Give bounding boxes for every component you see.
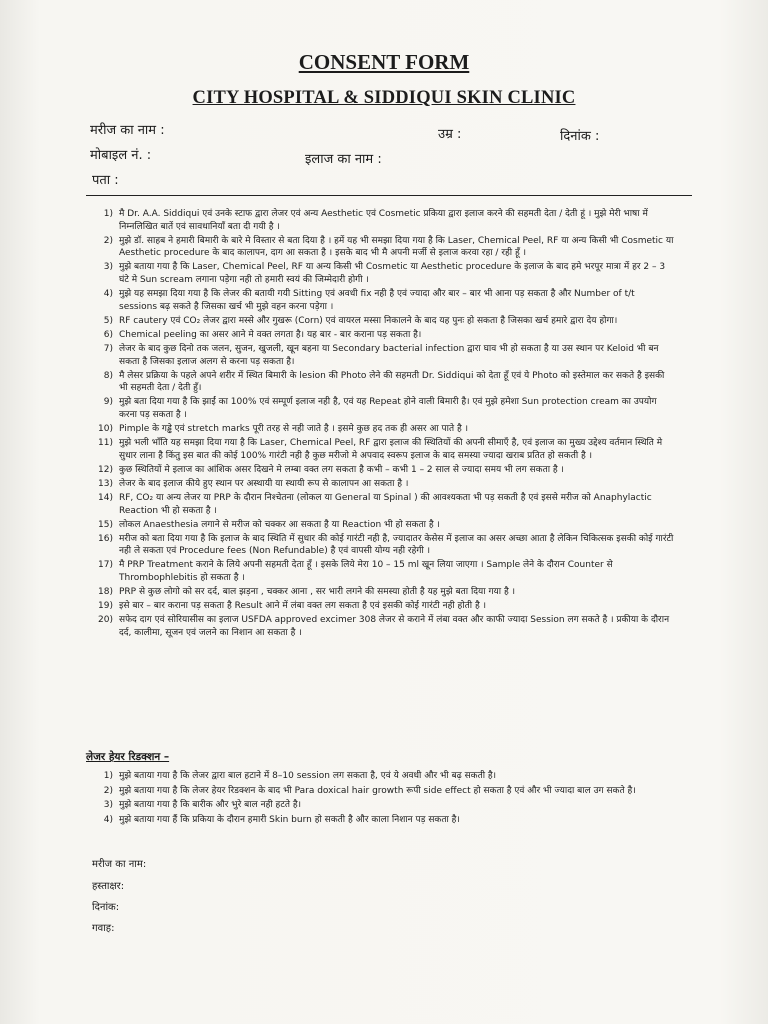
consent-item [95, 519, 675, 532]
consent-item-text: मै PRP Treatment कराने के लिये अपनी सहमती देता हूँ । इसके लिये मेरा 10 – 15 ml खून लिया जाएगा । Sample लेने के दौरान Counter से Thrombophlebitis हो सकता है । [119, 560, 613, 584]
consent-item-text: मुझे डॉ. साहब ने हमारी बिमारी के बारे मे विस्तार से बता दिया है । हमें यह भी समझा दिया गया है कि Laser, Chemical Peel, RF या अन्य किसी भी Cosmetic या Aesthetic procedure के बाद कालापन, दाग आ सकता है । इसके बाद भी मै अपनी मर्जी से इलाज करवा रहा / रही हूँ । [119, 235, 674, 259]
consent-item [95, 478, 675, 491]
consent-item [95, 343, 675, 368]
consent-item [95, 208, 675, 233]
consent-item-text: मरीज को बता दिया गया है कि इलाज के बाद स्थिति में सुधार की कोई गारंटी नही है, ज्यादातर केसेस में इलाज का असर अच्छा आता है लेकिन चिकित्सक इसकी कोई गारंटी नही ले सकता एवं Procedure fees (Non Refundable) है एवं वापसी योग्य नही रहेगी । [119, 533, 674, 557]
consent-item-text: PRP से कुछ लोगो को सर दर्द, बाल झड़ना , चक्कर आना , सर भारी लगने की समस्या होती है यह मुझे बता दिया गया है । [119, 587, 515, 598]
consent-item-text: मुझे यह समझा दिया गया है कि लेजर की बतायी गयी Sitting एवं अवधी fix नही है एवं ज्यादा और बार – बार भी आना पड़ सकता है और Number of t/t sessions बढ़ सकते है जिसका खर्च भी मुझे वहन करना पड़ेगा । [119, 289, 635, 312]
consent-item-number: 8) [103, 370, 113, 381]
consent-item-text: मुझे बताया गया है कि Laser, Chemical Peel, RF या अन्य किसी भी Cosmetic या Aesthetic procedure के इलाज के बाद हमे भरपूर मात्रा में हर 2 – 3 घंटे मे Sun scream लगाना पड़ेगा नही तो हमारी स्वयं की जिम्मेदारी होगी । [119, 262, 666, 285]
consent-item [95, 315, 675, 328]
consent-item [95, 533, 675, 558]
consent-item-text: लेजर के बाद इलाज कीये हुए स्थान पर अस्थायी या स्थायी रूप से कालापन आ सकता है । [119, 478, 409, 489]
laser-item [95, 770, 655, 783]
consent-item-number: 3) [103, 262, 113, 273]
consent-item [95, 329, 675, 342]
laser-item-text: मुझे बताया गया है कि बारीक और भुरे बाल नही हटते है। [119, 800, 302, 811]
consent-item-text: कुछ स्थितियों मे इलाज का आंशिक असर दिखने मे लम्बा वक्त लग सकता है कभी – कभी 1 – 2 साल से ज्यादा समय भी लग सकता है । [119, 464, 564, 475]
consent-item-number: 7) [103, 343, 113, 354]
consent-item-number: 14) [98, 492, 113, 503]
consent-item-number: 9) [103, 397, 113, 408]
mobile-field: मोबाइल नं. : [90, 148, 152, 163]
laser-item [95, 799, 655, 812]
consent-item-number: 12) [98, 464, 113, 475]
signature-witness: गवाह: [92, 923, 115, 934]
laser-items-list [95, 770, 655, 828]
consent-item [95, 586, 675, 599]
laser-item-number: 3) [103, 800, 113, 811]
patient-name-field: मरीज का नाम : [90, 123, 165, 138]
consent-items-list [95, 208, 675, 641]
consent-item-text: मुझे बता दिया गया है कि झाईं का 100% एवं सम्पूर्ण इलाज नही है, एवं यह Repeat होने वाली बिमारी है। एवं मुझे हमेशा Sun protection cream का उपयोग करना पड़ सकता है । [119, 397, 657, 420]
consent-item-number: 11) [98, 438, 113, 449]
laser-item-number: 1) [103, 771, 113, 781]
consent-item-number: 5) [103, 315, 113, 326]
consent-item-text: RF cautery एवं CO₂ लेजर द्वारा मस्से और गुखरू (Corn) एवं वायरल मस्सा निकालने के बाद यह पुनः हो सकता है जिसका खर्च हमारे द्वारा देय होगा। [119, 315, 618, 326]
consent-item [95, 464, 675, 477]
consent-item-number: 2) [103, 235, 113, 246]
age-field: उम्र : [438, 127, 462, 142]
consent-item [95, 600, 675, 613]
laser-item [95, 814, 655, 827]
header-divider [86, 195, 692, 196]
consent-item-number: 17) [98, 560, 113, 571]
form-title: CONSENT FORM [298, 50, 470, 74]
consent-item-number: 13) [98, 478, 113, 489]
laser-item [95, 785, 655, 798]
consent-item [95, 559, 675, 584]
consent-item-number: 15) [98, 519, 113, 530]
consent-item-text: लोकल Anaesthesia लगाने से मरीज को चक्कर आ सकता है या Reaction भी हो सकता है । [119, 519, 440, 530]
consent-item [95, 370, 675, 395]
consent-item-number: 6) [103, 329, 113, 340]
consent-item-text: Pimple के गड्ढे एवं stretch marks पूरी तरह से नही जाते है । इसमे कुछ हद तक ही असर आ पाते है । [119, 424, 468, 434]
laser-item-text: मुझे बताया गया है कि लेजर हेयर रिडक्शन के बाद भी Para doxical hair growth रूपी side effect हो सकता है एवं और भी ज्यादा बाल उग सकते है। [119, 785, 636, 796]
laser-hair-reduction-heading: लेजर हेयर रिडक्शन – [86, 751, 170, 763]
signature-date: दिनांक: [92, 902, 120, 913]
consent-item-text: लेजर के बाद कुछ दिनो तक जलन, सुजन, खुजली, खून बहना या Secondary bacterial infection द्वारा घाव भी हो सकता है या उस स्थान पर Keloid भी बन सकता है जिसका इलाज अलग से करना पड़ सकता है। [119, 343, 659, 367]
consent-item-text: मै Dr. A.A. Siddiqui एवं उनके स्टाफ द्वारा लेजर एवं अन्य Aesthetic एवं Cosmetic प्रकिया द्वारा इलाज करने की सहमती देता / देती हूं । मुझे मेरी भाषा में निम्नलिखित बातें एवं सावधानियाँ बता दी गयी है । [119, 209, 648, 232]
consent-item [95, 288, 675, 313]
laser-item-text: मुझे बताया गया है कि लेजर द्वारा बाल हटाने में 8–10 session लग सकता है, एवं ये अवधी और भी बढ़ सकती है। [119, 771, 497, 781]
consent-item [95, 423, 675, 436]
consent-item-number: 1) [103, 209, 113, 219]
treatment-field: इलाज का नाम : [305, 152, 382, 167]
consent-item-number: 4) [103, 289, 113, 300]
consent-item-number: 16) [98, 533, 113, 544]
consent-item-number: 20) [98, 615, 113, 626]
laser-item-number: 4) [103, 814, 113, 825]
consent-item-text: मै लेसर प्रक्रिया के पहले अपने शरीर में स्थित बिमारी के lesion की Photo लेने की सहमती Dr. Siddiqui को देता हूँ एवं ये Photo को इस्तेमाल कर सकते है इसकी भी सहमती देता / देती हुँ। [119, 370, 665, 394]
laser-item-number: 2) [103, 785, 113, 796]
consent-item-number: 19) [98, 601, 113, 612]
consent-item [95, 437, 675, 462]
consent-item [95, 396, 675, 421]
consent-item-text: सफेद दाग एवं सोरियासीस का इलाज USFDA approved excimer 308 लेजर से कराने में लंबा वक्त और काफी ज्यादा Session लग सकते है । प्रकीया के दौरान दर्द, कालीमा, सूजन एवं जलने का निशान आ सकता है । [119, 615, 670, 638]
consent-item [95, 614, 675, 639]
consent-item-number: 10) [98, 424, 113, 434]
signature-sign: हस्ताक्षर: [92, 881, 125, 892]
signature-patient-name: मरीज का नाम: [92, 859, 147, 870]
consent-item-text: इसे बार – बार कराना पड़ सकता है Result आने में लंबा वक्त लग सकता है एवं इसकी कोई गारंटी नही होती है । [119, 601, 487, 612]
address-field: पता : [92, 173, 119, 188]
clinic-name: CITY HOSPITAL & SIDDIQUI SKIN CLINIC [192, 88, 576, 108]
consent-item-number: 18) [98, 587, 113, 598]
consent-item-text: Chemical peeling का असर आने मे वक्त लगता है। यह बार - बार कराना पड़ सकता है। [119, 329, 422, 340]
laser-item-text: मुझे बताया गया हैं कि प्रकिया के दौरान हमारी Skin burn हो सकती है और काला निशान पड़ सकता है। [119, 814, 460, 825]
consent-item [95, 235, 675, 260]
consent-item [95, 492, 675, 517]
date-field: दिनांक : [560, 129, 600, 144]
consent-item [95, 261, 675, 286]
consent-item-text: RF, CO₂ या अन्य लेजर या PRP के दौरान निश्चेतना (लोकल या General या Spinal ) की आवश्यकता भी पड़ सकती है एवं इससे मरीज को Anaphylactic Reaction भी हो सकता है । [119, 492, 652, 516]
consent-item-text: मुझे भली भाँति यह समझा दिया गया है कि Laser, Chemical Peel, RF द्वारा इलाज की स्थितियों की अपनी सीमाएँ है, एवं इलाज का मुख्य उद्देश्य वर्तमान स्थिति मे सुधार लाना है किंतु इस बात की कोई 100% गारंटी नही है कुछ मरीजो मे अपवाद स्वरूप इलाज के बाद समस्या ज्यादा खराब प्रतित हो सकती है । [119, 438, 663, 461]
